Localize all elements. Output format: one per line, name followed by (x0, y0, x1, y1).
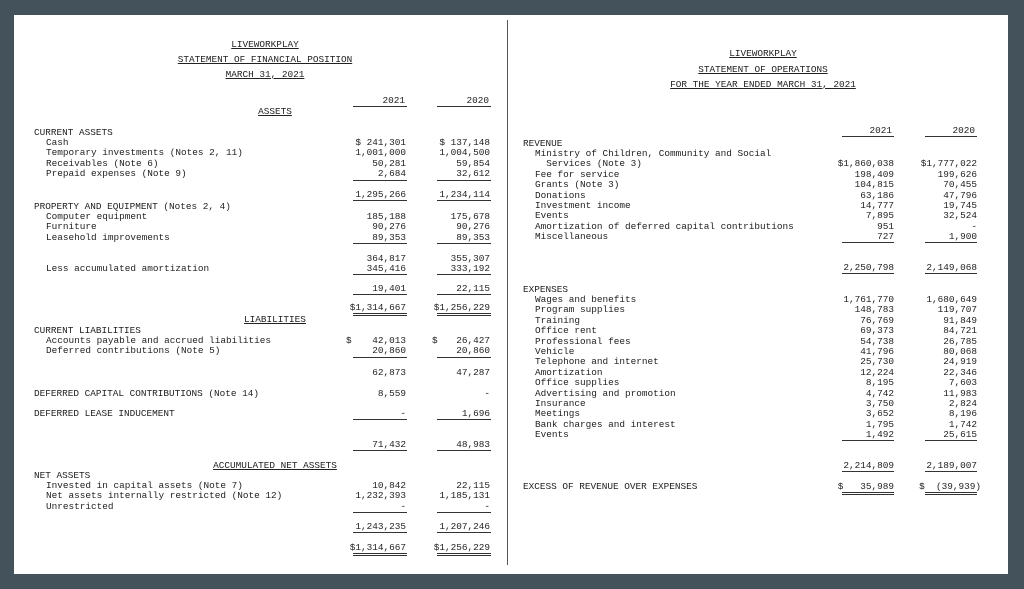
revenue-total-2020: 2,149,068 (926, 262, 977, 273)
rule (925, 273, 977, 274)
amount: 2,824 (948, 397, 977, 409)
amount: 1,795 (865, 418, 894, 430)
amount: 951 (877, 220, 894, 232)
expenses-2021 (814, 295, 894, 440)
amount: 7,895 (865, 210, 894, 222)
amount: 8,195 (865, 377, 894, 389)
amount: 41,796 (860, 345, 894, 357)
line-item-label: Meetings (535, 408, 581, 420)
amount: $1,860,038 (837, 158, 894, 170)
amortization-label: Less accumulated amortization (46, 263, 210, 274)
revenue-labels (535, 149, 794, 243)
amount: 25,615 (943, 429, 977, 441)
amount: 20,860 (372, 345, 406, 357)
amount: 1,001,000 (355, 147, 406, 159)
amount: 1,761,770 (843, 294, 894, 305)
amount: 25,730 (860, 356, 894, 368)
net-assets-total-2021: 1,243,235 (355, 521, 406, 532)
amount: 11,983 (943, 387, 977, 399)
rule (925, 471, 977, 472)
total-assets-2021: $1,314,667 (349, 302, 406, 313)
amount: 7,603 (948, 377, 977, 389)
total-assets-2020: $1,256,229 (433, 302, 490, 313)
amount: 90,276 (372, 221, 406, 233)
right-statement-period: FOR THE YEAR ENDED MARCH 31, 2021 (670, 79, 856, 90)
ppe-2020 (414, 212, 490, 243)
ppe-subtotal-2021: 364,817 (366, 253, 406, 264)
rule (353, 555, 407, 556)
expenses-heading: EXPENSES (523, 284, 569, 295)
amount: 22,115 (456, 480, 490, 491)
net-assets-2020 (414, 481, 490, 512)
amount: 175,678 (450, 211, 490, 222)
rule (353, 512, 407, 513)
amount: 1,680,649 (926, 294, 977, 305)
dollar-sign: $ (346, 335, 352, 346)
current-liabilities-labels (46, 336, 271, 357)
left-col-2020: 2020 (466, 95, 489, 106)
current-liabilities-2021 (330, 336, 406, 357)
amount: 199,626 (937, 168, 977, 180)
rule (353, 315, 407, 316)
expenses-labels (535, 295, 676, 440)
rule (353, 357, 407, 358)
amount: 42,013 (372, 335, 406, 346)
right-org-name: LIVEWORKPLAY (729, 48, 797, 59)
line-item-label: Training (535, 314, 581, 326)
line-item-label: Accounts payable and accrued liabilities (46, 335, 272, 346)
amount: 1,900 (948, 231, 977, 243)
rule (842, 273, 894, 274)
line-item-label: Unrestricted (46, 500, 114, 512)
line-item-label: Miscellaneous (535, 231, 609, 243)
rule (353, 180, 407, 181)
rule (437, 553, 491, 554)
line-item-label: Cash (46, 137, 69, 148)
amount: 47,796 (943, 189, 977, 201)
current-assets-2020 (414, 138, 490, 180)
rule (353, 200, 407, 201)
amount: 1,232,393 (355, 490, 406, 502)
right-col-2020: 2020 (952, 125, 975, 136)
excess-label: EXCESS OF REVENUE OVER EXPENSES (523, 481, 698, 492)
rule (437, 106, 491, 107)
line-item-label: Amortization (535, 366, 603, 378)
deferred-capital-2021: 8,559 (377, 388, 406, 399)
amount: 104,815 (854, 179, 894, 191)
ppe-heading: PROPERTY AND EQUIPMENT (Notes 2, 4) (34, 201, 231, 212)
amount: 24,919 (943, 356, 977, 368)
rule (353, 294, 407, 295)
line-item-label: Investment income (535, 199, 631, 211)
ppe-subtotal-2020: 355,307 (450, 253, 490, 264)
expenses-total-2021: 2,214,809 (843, 460, 894, 471)
line-item-label: Deferred contributions (Note 5) (46, 345, 221, 357)
amount: 1,742 (948, 418, 977, 430)
amount: 119,707 (937, 304, 977, 316)
grand-total-2020: $1,256,229 (433, 542, 490, 553)
amount: 32,612 (456, 168, 490, 180)
line-item-label: Office supplies (535, 377, 620, 389)
line-item-label: Furniture (46, 221, 97, 233)
amount: 63,186 (860, 189, 894, 201)
line-item-label: Events (535, 210, 569, 222)
line-item-label: Grants (Note 3) (535, 179, 620, 191)
line-item-label: Bank charges and interest (535, 418, 676, 430)
current-liabilities-total-2020: 47,287 (456, 367, 490, 378)
line-item-label: Vehicle (535, 345, 575, 357)
rule (842, 136, 894, 137)
amount: $ 137,148 (439, 137, 490, 148)
expenses-total-2020: 2,189,007 (926, 460, 977, 471)
line-item-label: Fee for service (535, 168, 620, 180)
amount: 89,353 (456, 231, 490, 243)
line-item-label: Computer equipment (46, 211, 148, 222)
grand-total-2021: $1,314,667 (349, 542, 406, 553)
line-item-label: Leasehold improvements (46, 231, 170, 243)
deferred-lease-label: DEFERRED LEASE INDUCEMENT (34, 408, 175, 419)
revenue-2020 (897, 149, 977, 243)
deferred-lease-2020: 1,696 (461, 408, 490, 419)
revenue-total-2021: 2,250,798 (843, 262, 894, 273)
amount: 2,684 (377, 168, 406, 180)
current-liabilities-total-2021: 62,873 (372, 367, 406, 378)
rule (925, 242, 977, 243)
line-item-label: Telephone and internet (535, 356, 659, 368)
amount: 10,842 (372, 480, 406, 491)
line-item-label: Invested in capital assets (Note 7) (46, 480, 243, 491)
deferred-capital-2020: - (484, 388, 490, 399)
right-statement-title: STATEMENT OF OPERATIONS (698, 64, 828, 75)
net-assets-total-2020: 1,207,246 (439, 521, 490, 532)
rule (842, 492, 894, 493)
amount: 148,783 (854, 304, 894, 316)
line-item-label: Temporary investments (Notes 2, 11) (46, 147, 243, 159)
ppe-net-2020: 22,115 (456, 283, 490, 294)
amount: - (400, 500, 406, 512)
line-item-label: Wages and benefits (535, 294, 637, 305)
line-item-label: Professional fees (535, 335, 631, 347)
rule (437, 450, 491, 451)
dollar-sign: $ (432, 335, 438, 346)
amount: 20,860 (456, 345, 490, 357)
amount: 12,224 (860, 366, 894, 378)
ppe-net-2021: 19,401 (372, 283, 406, 294)
amount: 26,785 (943, 335, 977, 347)
amount: 198,409 (854, 168, 894, 180)
amount: 26,427 (456, 335, 490, 346)
rule (437, 555, 491, 556)
amount: - (484, 500, 490, 512)
rule (842, 471, 894, 472)
line-item-label: Program supplies (535, 304, 626, 316)
line-item-label: Donations (535, 189, 586, 201)
amount: 90,276 (456, 221, 490, 233)
line-item-label: Net assets internally restricted (Note 12) (46, 490, 283, 502)
line-item-label: Receivables (Note 6) (46, 157, 159, 169)
rule (925, 492, 977, 493)
amount: 84,721 (943, 325, 977, 337)
rule (437, 243, 491, 244)
amount: $ 241,301 (355, 137, 406, 148)
assets-heading: ASSETS (258, 106, 292, 117)
amount: 80,068 (943, 345, 977, 357)
amount: 1,492 (865, 429, 894, 441)
current-assets-total-2020: 1,234,114 (439, 189, 490, 200)
left-org-name: LIVEWORKPLAY (231, 39, 299, 50)
rule (437, 512, 491, 513)
amount: 50,281 (372, 157, 406, 169)
amount: 727 (877, 231, 894, 243)
amount: 76,769 (860, 314, 894, 326)
amount: 70,455 (943, 179, 977, 191)
current-assets-heading: CURRENT ASSETS (34, 127, 113, 138)
rule (437, 180, 491, 181)
amount: 69,373 (860, 325, 894, 337)
amount: 1,004,500 (439, 147, 490, 159)
line-item-label: Insurance (535, 397, 586, 409)
amount: 8,196 (948, 408, 977, 420)
left-col-2021: 2021 (382, 95, 405, 106)
amount: 3,652 (865, 408, 894, 420)
amount: 59,854 (456, 157, 490, 169)
rule (925, 136, 977, 137)
line-item-label: Office rent (535, 325, 597, 337)
excess-2021: $ 35,989 (837, 481, 894, 492)
liabilities-heading: LIABILITIES (244, 314, 306, 325)
amount: 3,750 (865, 397, 894, 409)
current-assets-total-2021: 1,295,266 (355, 189, 406, 200)
rule (437, 274, 491, 275)
amount: 91,849 (943, 314, 977, 326)
rule (925, 494, 977, 495)
net-assets-2021 (330, 481, 406, 512)
amount: 22,346 (943, 366, 977, 378)
revenue-2021 (814, 149, 894, 243)
rule (842, 440, 894, 441)
rule (842, 494, 894, 495)
rule (437, 313, 491, 314)
line-item-label: Events (535, 429, 569, 441)
line-item-label: Prepaid expenses (Note 9) (46, 168, 187, 180)
excess-2020: $ (39,939) (919, 481, 981, 492)
net-assets-main-heading: ACCUMULATED NET ASSETS (213, 460, 337, 471)
amount: - (971, 220, 977, 232)
rule (437, 294, 491, 295)
amortization-2020: 333,192 (450, 263, 490, 274)
deferred-lease-2021: - (400, 408, 406, 419)
line-item-label: Amortization of deferred capital contributions (535, 220, 794, 232)
amount: 54,738 (860, 335, 894, 347)
total-liabilities-2020: 48,983 (456, 439, 490, 450)
amount: 89,353 (372, 231, 406, 243)
amount: 1,185,131 (439, 490, 490, 502)
line-item-label: Advertising and promotion (535, 387, 676, 399)
rule (353, 243, 407, 244)
rule (353, 532, 407, 533)
amount: 185,188 (366, 211, 406, 222)
rule (437, 357, 491, 358)
amount: 14,777 (860, 199, 894, 211)
current-liabilities-2020 (414, 336, 490, 357)
amount: $1,777,022 (920, 158, 977, 170)
right-col-2021: 2021 (869, 125, 892, 136)
left-statement-title: STATEMENT OF FINANCIAL POSITION (177, 54, 353, 65)
rule (437, 532, 491, 533)
rule (925, 440, 977, 441)
rule (353, 450, 407, 451)
ppe-2021 (330, 212, 406, 243)
revenue-heading: REVENUE (523, 138, 563, 149)
line-item-label: Ministry of Children, Community and Social (535, 148, 772, 159)
rule (353, 313, 407, 314)
current-assets-2021 (330, 138, 406, 180)
left-statement-date: MARCH 31, 2021 (225, 69, 305, 80)
current-liabilities-heading: CURRENT LIABILITIES (34, 325, 141, 336)
rule (842, 242, 894, 243)
amortization-2021: 345,416 (366, 263, 406, 274)
total-liabilities-2021: 71,432 (372, 439, 406, 450)
amount: 4,742 (865, 387, 894, 399)
rule (353, 274, 407, 275)
ppe-labels (46, 212, 170, 243)
rule (353, 419, 407, 420)
current-assets-labels (46, 138, 243, 180)
deferred-capital-label: DEFERRED CAPITAL CONTRIBUTIONS (Note 14) (34, 388, 260, 399)
net-assets-heading: NET ASSETS (34, 470, 91, 481)
rule (437, 200, 491, 201)
amount: 32,524 (943, 210, 977, 222)
line-item-label: Services (Note 3) (535, 158, 642, 170)
amount: 19,745 (943, 199, 977, 211)
expenses-2020 (897, 295, 977, 440)
rule (353, 553, 407, 554)
rule (437, 315, 491, 316)
rule (353, 106, 407, 107)
net-assets-labels (46, 481, 282, 512)
page-divider (507, 20, 508, 565)
rule (437, 419, 491, 420)
